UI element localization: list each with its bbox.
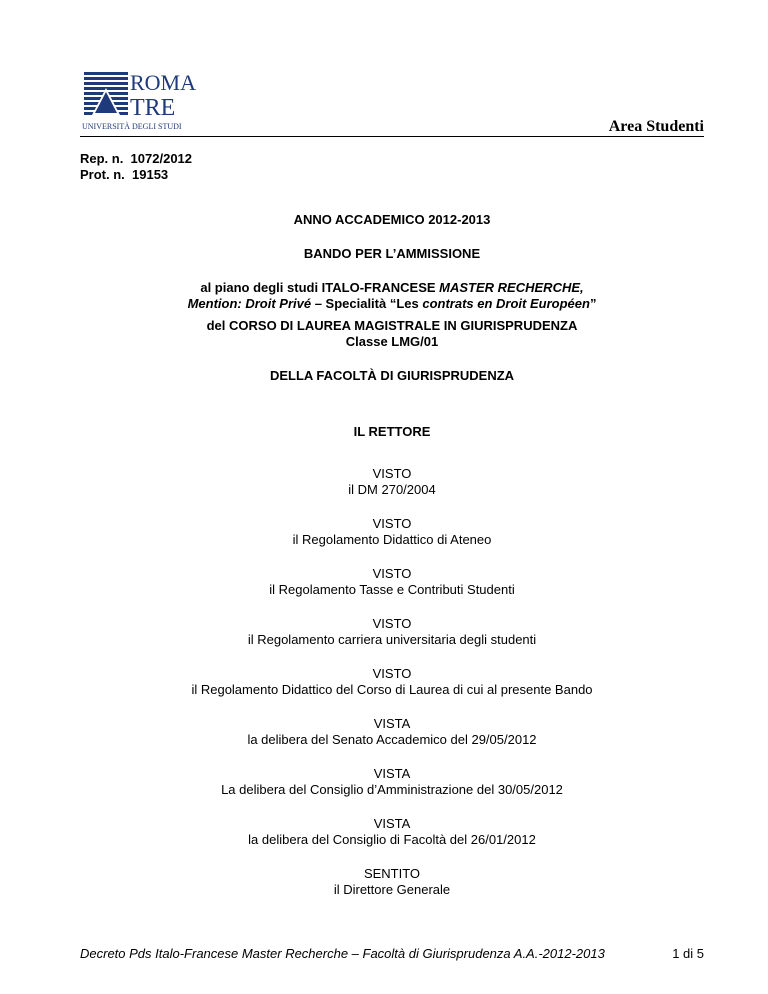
consideration-item [80, 566, 704, 598]
page-number: 1 di 5 [672, 946, 704, 961]
bando-title: BANDO PER L’AMMISSIONE [303, 246, 481, 261]
consideration-verb: VISTO [372, 516, 412, 531]
logo-roma: ROMA [130, 70, 197, 95]
reference-numbers [80, 151, 192, 183]
consideration-verb: VISTO [372, 466, 412, 481]
logo-tre: TRE [130, 95, 176, 121]
piano-pre: al piano degli studi ITALO-FRANCESE [200, 280, 440, 295]
footer-text: Decreto Pds Italo-Francese Master Recherche – Facoltà di Giurisprudenza A.A.-2012-2013 [80, 946, 605, 961]
piano-line [80, 280, 704, 296]
consideration-item [80, 866, 704, 898]
consideration-item [80, 466, 704, 498]
consideration-text: il Regolamento Tasse e Contributi Studenti [269, 582, 515, 597]
consideration-item [80, 766, 704, 798]
roma-tre-logo [80, 66, 210, 132]
classe-line: Classe LMG/01 [345, 334, 439, 349]
header-divider [80, 136, 704, 137]
rettore-heading: IL RETTORE [353, 424, 431, 439]
prot-number: Prot. n. 19153 [80, 167, 169, 182]
mention-em2: contrats en Droit Européen [422, 296, 590, 311]
document-body [80, 212, 704, 898]
consideration-text: il DM 270/2004 [348, 482, 436, 497]
consideration-verb: VISTO [372, 616, 412, 631]
mention-line [80, 296, 704, 312]
consideration-item [80, 716, 704, 748]
consideration-item [80, 616, 704, 648]
consideration-item [80, 816, 704, 848]
considerations-list [80, 466, 704, 898]
logo-subtitle: UNIVERSITÀ DEGLI STUDI [82, 122, 182, 131]
rep-number: Rep. n. 1072/2012 [80, 151, 193, 166]
academic-year: ANNO ACCADEMICO 2012-2013 [293, 212, 491, 227]
consideration-verb: VISTA [373, 766, 411, 781]
consideration-text: il Regolamento carriera universitaria degli studenti [247, 632, 537, 647]
consideration-item [80, 666, 704, 698]
piano-em: MASTER RECHERCHE, [439, 280, 584, 295]
consideration-item [80, 516, 704, 548]
consideration-verb: VISTA [373, 716, 411, 731]
consideration-text: il Regolamento Didattico del Corso di Laurea di cui al presente Bando [191, 682, 593, 697]
consideration-verb: VISTO [372, 666, 412, 681]
mention-mid: – Specialità “Les [311, 296, 423, 311]
corso-line: del CORSO DI LAUREA MAGISTRALE IN GIURISPRUDENZA [206, 318, 578, 333]
consideration-verb: VISTO [372, 566, 412, 581]
consideration-text: La delibera del Consiglio d’Amministrazione del 30/05/2012 [221, 782, 563, 797]
facolta-line: DELLA FACOLTÀ DI GIURISPRUDENZA [269, 368, 515, 383]
consideration-text: il Direttore Generale [333, 882, 451, 897]
mention-end: ” [589, 296, 597, 311]
consideration-text: la delibera del Senato Accademico del 29/05/2012 [247, 732, 537, 747]
consideration-text: la delibera del Consiglio di Facoltà del 26/01/2012 [248, 832, 536, 847]
consideration-verb: SENTITO [363, 866, 421, 881]
consideration-verb: VISTA [373, 816, 411, 831]
area-studenti: Area Studenti [608, 118, 704, 135]
page-footer [80, 946, 704, 961]
consideration-text: il Regolamento Didattico di Ateneo [292, 532, 492, 547]
mention-em: Mention: Droit Privé [187, 296, 312, 311]
